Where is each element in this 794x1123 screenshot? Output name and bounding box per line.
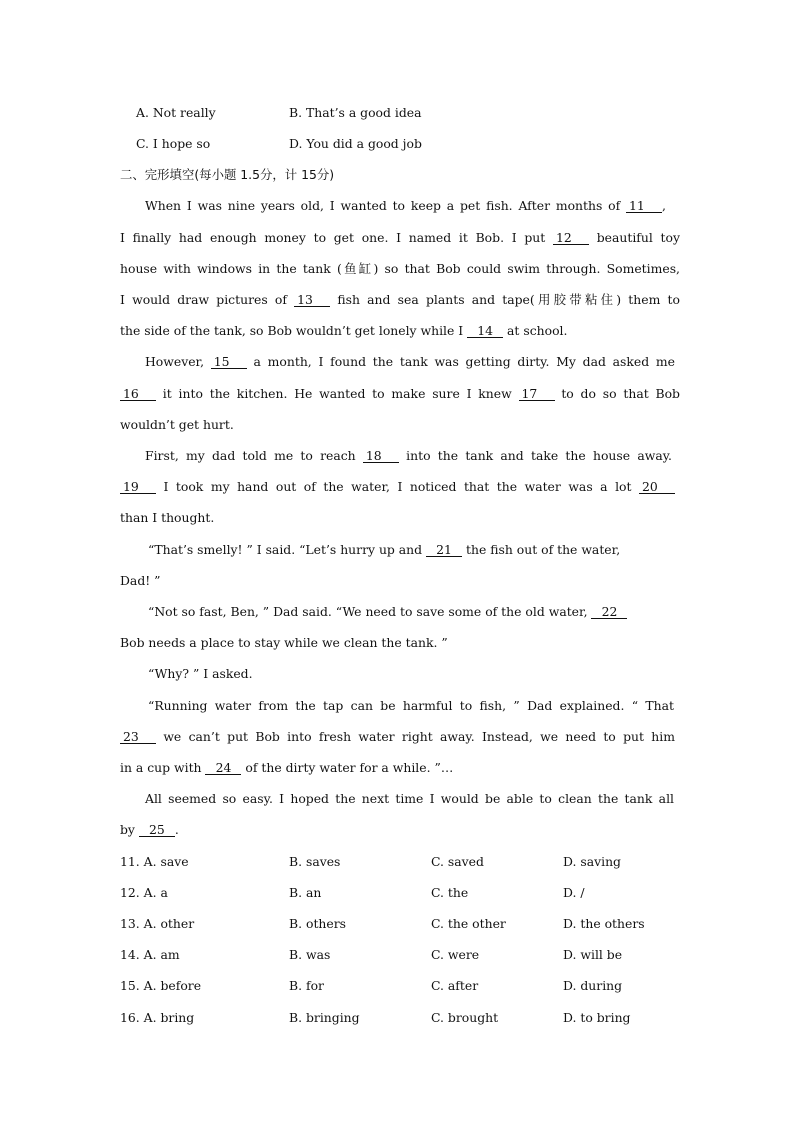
passage-line: However, 15 a month, I found the tank was getting dirty. My dad asked me [145,354,675,369]
option-a: 13. A. other [120,916,195,931]
option-b: B. others [289,916,347,931]
blank-12: 12 [553,231,589,245]
blank-16: 16 [120,387,156,401]
option-a: 15. A. before [120,978,202,993]
option-c: C. saved [431,854,484,869]
question-row [120,916,680,932]
option-c: C. after [431,978,479,993]
passage-line: the side of the tank, so Bob wouldn’t get lonely while I 14 at school. [120,323,568,338]
passage-line: “Why? ” I asked. [148,666,253,681]
option-b: B. was [289,947,331,962]
option-a: 12. A. a [120,885,168,900]
option-b: B. That’s a good idea [289,105,422,120]
option-c: C. the other [431,916,506,931]
section-title: 二、完形填空(每小题 1.5分，计 15分) [120,167,335,182]
option-b: B. for [289,978,324,993]
option-b: B. saves [289,854,341,869]
passage-line: wouldn’t get hurt. [120,417,234,432]
passage-line: Bob needs a place to stay while we clean the tank. ” [120,635,448,650]
blank-15: 15 [211,355,247,369]
option-c: C. brought [431,1010,499,1025]
blank-21: 21 [426,543,462,557]
option-a: 14. A. am [120,947,180,962]
option-a: 16. A. bring [120,1010,195,1025]
blank-18: 18 [363,449,399,463]
blank-17: 17 [519,387,555,401]
option-b: B. an [289,885,322,900]
blank-14: 14 [467,324,503,338]
passage-line: house with windows in the tank (鱼缸) so that Bob could swim through. Sometimes, [120,261,680,276]
blank-11: 11 [626,199,662,213]
passage-line: 23 we can’t put Bob into fresh water right away. Instead, we need to put him [120,729,675,745]
passage-line: by 25 . [120,822,179,837]
question-row [120,947,680,963]
blank-23: 23 [120,730,156,744]
passage-line: “Running water from the tap can be harmful to fish, ” Dad explained. “ That [148,698,674,713]
blank-13: 13 [294,293,330,307]
option-d: D. You did a good job [289,136,422,151]
option-c: C. were [431,947,480,962]
question-row [120,1010,680,1026]
blank-22: 22 [591,605,627,619]
blank-25: 25 [139,823,175,837]
blank-24: 24 [205,761,241,775]
passage-line: “That’s smelly! ” I said. “Let’s hurry up and 21 the fish out of the water, [148,542,621,557]
option-d: D. / [563,885,585,900]
passage-line: First, my dad told me to reach 18 into the tank and take the house away. [145,448,672,463]
option-b: B. bringing [289,1010,360,1025]
option-c: C. the [431,885,469,900]
passage-line: 19 I took my hand out of the water, I noticed that the water was a lot 20 [120,479,675,495]
passage-line: than I thought. [120,510,215,525]
option-d: D. will be [563,947,623,962]
passage-line: I finally had enough money to get one. I named it Bob. I put 12 beautiful toy [120,230,681,245]
option-d: D. to bring [563,1010,631,1025]
option-a: A. Not really [136,105,216,120]
option-d: D. the others [563,916,645,931]
prev-options-row-1 [120,105,680,121]
question-row [120,885,680,901]
option-a: 11. A. save [120,854,189,869]
passage-line: in a cup with 24 of the dirty water for a while. ”… [120,760,454,775]
option-c: C. I hope so [136,136,211,151]
blank-20: 20 [639,480,675,494]
blank-19: 19 [120,480,156,494]
passage-line: I would draw pictures of 13 fish and sea plants and tape(用胶带粘住) them to [120,292,680,307]
passage-line: All seemed so easy. I hoped the next time I would be able to clean the tank all [145,791,674,806]
passage-line: 16 it into the kitchen. He wanted to make sure I knew 17 to do so that Bob [120,386,680,402]
prev-options-row-2 [120,136,680,152]
question-row [120,978,680,994]
passage-line: When I was nine years old, I wanted to keep a pet fish. After months of 11 , [145,198,666,213]
passage-line: Dad! ” [120,573,161,588]
question-row [120,854,680,870]
option-d: D. saving [563,854,621,869]
passage-line: “Not so fast, Ben, ” Dad said. “We need to save some of the old water, 22 [148,604,674,620]
option-d: D. during [563,978,623,993]
